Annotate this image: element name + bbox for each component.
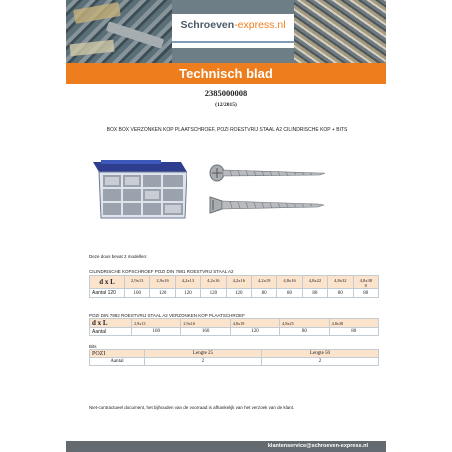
brand-accent: -express.nl	[234, 19, 286, 31]
size-cell: 2,9x16	[150, 276, 175, 289]
product-description: BOX BOX VERZONKEN KOP PLAATSCHROEF, POZI ROESTVRIJ STAAL A2 CILINDRISCHE KOP + BITS	[106, 127, 348, 133]
size-cell-text: 4,8x38	[359, 278, 372, 283]
brand-main: Schroeven	[180, 19, 235, 31]
dxl-header: d x L	[90, 319, 132, 328]
quantity-cell: 80	[329, 328, 378, 336]
table1-title: CILINDRISCHE KOPSCHROEF POZI DIN 7981 ROESTVRIJ STAAL A2	[89, 269, 234, 274]
size-cell: 4,8x38	[329, 319, 378, 328]
table-row	[90, 319, 379, 328]
size-cell: 4,2x13	[175, 276, 200, 289]
size-cell: 4,8x25	[280, 319, 329, 328]
quantity-cell: 80	[280, 328, 329, 336]
table-row	[90, 328, 379, 336]
footer-bar	[66, 441, 386, 452]
trailing-digit: 0	[364, 283, 367, 288]
table-row	[90, 289, 379, 298]
size-cell: 4,8x22	[302, 276, 327, 289]
quantity-cell: 160	[132, 328, 181, 336]
screws-photo	[294, 0, 386, 63]
quantity-cell: 2	[145, 358, 262, 366]
table-row	[90, 350, 379, 358]
logo-underline	[172, 41, 294, 43]
quantity-cell: 80	[353, 289, 378, 298]
table-row	[90, 276, 379, 289]
quantity-cell: 160	[181, 328, 230, 336]
quantity-cell: 160	[125, 289, 150, 298]
quantity-label: Aantal	[90, 358, 145, 366]
models-intro: Deze doos bevat 2 modellen:	[89, 254, 148, 259]
quantity-cell: 80	[302, 289, 327, 298]
table-countersunk-head	[89, 318, 379, 336]
length-header: Lengte 25	[145, 350, 262, 358]
title-banner: Technisch blad	[66, 63, 386, 84]
quantity-cell: 2	[262, 358, 379, 366]
quantity-cell: 120	[201, 289, 226, 298]
size-cell: 2,9x13	[125, 276, 150, 289]
document-date: (12/2015)	[215, 102, 237, 108]
quantity-cell: 120	[230, 328, 279, 336]
quantity-cell: 80	[277, 289, 302, 298]
size-cell: 2,9x16	[181, 319, 230, 328]
size-cell	[353, 276, 378, 289]
quantity-cell: 120	[175, 289, 200, 298]
quantity-cell: 120	[150, 289, 175, 298]
tool-case-photo	[66, 0, 172, 63]
size-cell: 4,8x32	[328, 276, 353, 289]
length-header: Lengte 50	[262, 350, 379, 358]
quantity-label: Aantal	[90, 328, 132, 336]
dxl-header: d x L	[90, 276, 125, 289]
pozi-header: POZI	[90, 350, 145, 358]
table3-title: Bits	[89, 344, 97, 349]
disclaimer: Niet-contractueel document, het bijhouden van de voorraad is afhankelijk van het verzoek van de klant.	[89, 405, 295, 410]
brand-logo	[172, 19, 294, 31]
footer-email[interactable]: klantenservice@schroeven-express.nl	[267, 443, 368, 449]
size-cell: 4,2x16	[201, 276, 226, 289]
table-bits	[89, 349, 379, 366]
size-cell: 4,2x19	[251, 276, 276, 289]
technical-sheet	[66, 0, 386, 452]
header-banner	[66, 0, 386, 63]
screws-image	[208, 159, 326, 224]
table-row	[90, 358, 379, 366]
size-cell: 4,8x16	[277, 276, 302, 289]
article-number: 2385000008	[204, 88, 248, 98]
quantity-cell: 120	[226, 289, 251, 298]
table-cylinder-head	[89, 275, 379, 298]
quantity-label: Aantal 120	[90, 289, 125, 298]
table2-title: POZI DIN 7982 ROESTVRIJ STAAL A2 VERZONKEN KOP PLAATSCHROEF	[89, 313, 245, 318]
quantity-cell: 80	[251, 289, 276, 298]
size-cell: 4,8x19	[230, 319, 279, 328]
size-cell: 4,2x16	[226, 276, 251, 289]
size-cell: 2,9x13	[132, 319, 181, 328]
quantity-cell: 80	[328, 289, 353, 298]
assortment-box-image	[89, 152, 187, 222]
